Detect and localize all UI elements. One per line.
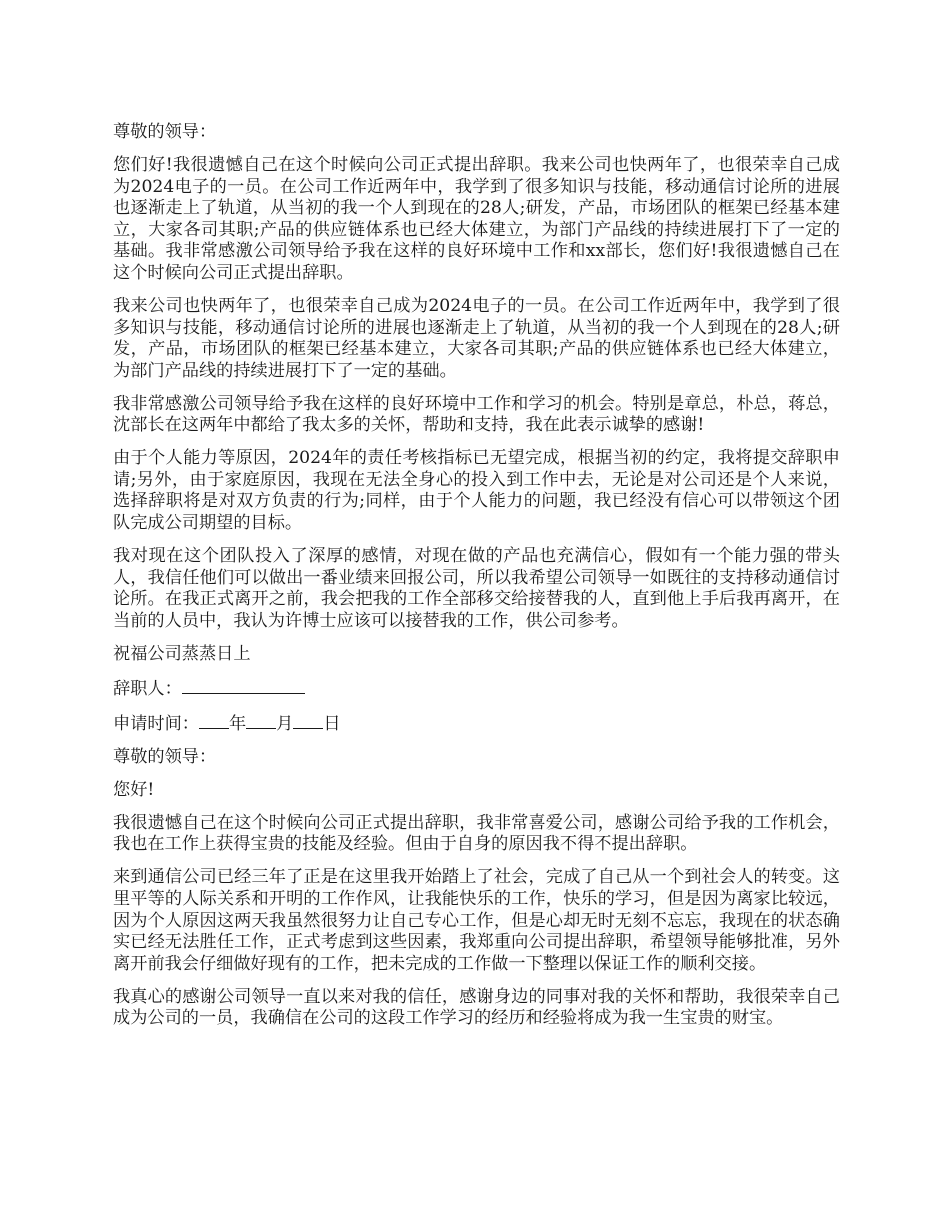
paragraph-2: 我来公司也快两年了，也很荣幸自己成为2024电子的一员。在公司工作近两年中，我学到了很多知识与技能，移动通信讨论所的进展也逐渐走上了轨道，从当初的我一个人到现在的28人;研发，产品，市场团队的框架已经基本建立，大家各司其职;产品的供应链体系也已经大体建立，为部门产品线的持续进展打下了一定的基础。 [113,295,840,381]
year-blank [199,712,229,729]
salutation-2: 尊敬的领导： [113,746,217,767]
resigner-signature-line [113,677,840,701]
day-blank [293,712,323,729]
paragraph-5: 我对现在这个团队投入了深厚的感情，对现在做的产品也充满信心，假如有一个能力强的带头人，我信任他们可以做出一番业绩来回报公司，所以我希望公司领导一如既往的支持移动通信讨论所。在我正式离开之前，我会把我的工作全部移交给接替我的人，直到他上手后我再离开，在当前的人员中，我认为许博士应该可以接替我的工作，供公司参考。 [113,546,840,631]
year-label: 年 [228,713,247,734]
letter2-paragraph-3: 我真心的感谢公司领导一直以来对我的信任，感谢身边的同事对我的关怀和帮助，我很荣幸自己成为公司的一员，我确信在公司的这段工作学习的经历和经验将成为我一生宝贵的财宝。 [113,986,840,1029]
salutation: 尊敬的领导： [113,122,217,142]
resigner-name-blank [182,677,305,694]
paragraph-4: 由于个人能力等原因，2024年的责任考核指标已无望完成，根据当初的约定，我将提交辞职申请;另外，由于家庭原因，我现在无法全身心的投入到工作中去，无论是对公司还是个人来说，选择辞职将是对双方负责的行为;同样，由于个人能力的问题，我已经没有信心可以带领这个团队完成公司期望的目标。 [113,448,840,534]
letter2-paragraph-1: 我很遗憾自己在这个时候向公司正式提出辞职，我非常喜爱公司，感谢公司给予我的工作机会，我也在工作上获得宝贵的技能及经验。但由于自身的原因我不得不提出辞职。 [113,812,840,855]
resigner-label: 辞职人： [113,678,182,699]
resignation-letter-page [113,122,840,1041]
letter2-paragraph-2: 来到通信公司已经三年了正是在这里我开始踏上了社会，完成了自己从一个到社会人的转变。这里平等的人际关系和开明的工作作风，让我能快乐的工作，快乐的学习，但是因为离家比较远，因为个人原因这两天我虽然很努力让自己专心工作，但是心却无时无刻不忘忘，我现在的状态确实已经无法胜任工作，正式考虑到这些因素，我郑重向公司提出辞职，希望领导能够批准，另外离开前我会仔细做好现有的工作，把未完成的工作做一下整理以保证工作的顺利交接。 [113,867,840,974]
application-date-line [113,712,840,736]
paragraph-3: 我非常感激公司领导给予我在这样的良好环境中工作和学习的机会。特别是章总，朴总，蒋总，沈部长在这两年中都给了我太多的关怀，帮助和支持，我在此表示诚挚的感谢! [113,393,840,436]
month-label: 月 [276,713,294,734]
closing-wish: 祝福公司蒸蒸日上 [113,643,251,664]
month-blank [246,712,276,729]
date-label: 申请时间： [113,713,199,734]
greeting-2: 您好! [113,779,155,800]
day-label: 日 [323,713,341,734]
paragraph-1: 您们好!我很遗憾自己在这个时候向公司正式提出辞职。我来公司也快两年了，也很荣幸自己成为2024电子的一员。在公司工作近两年中，我学到了很多知识与技能，移动通信讨论所的进展也逐渐走上了轨道，从当初的我一个人到现在的28人;研发，产品，市场团队的框架已经基本建立，大家各司其职;产品的供应链体系也已经大体建立，为部门产品线的持续进展打下了一定的基础。我非常感激公司领导给予我在这样的良好环境中工作和xx部长，您们好!我很遗憾自己在这个时候向公司正式提出辞职。 [113,154,840,283]
